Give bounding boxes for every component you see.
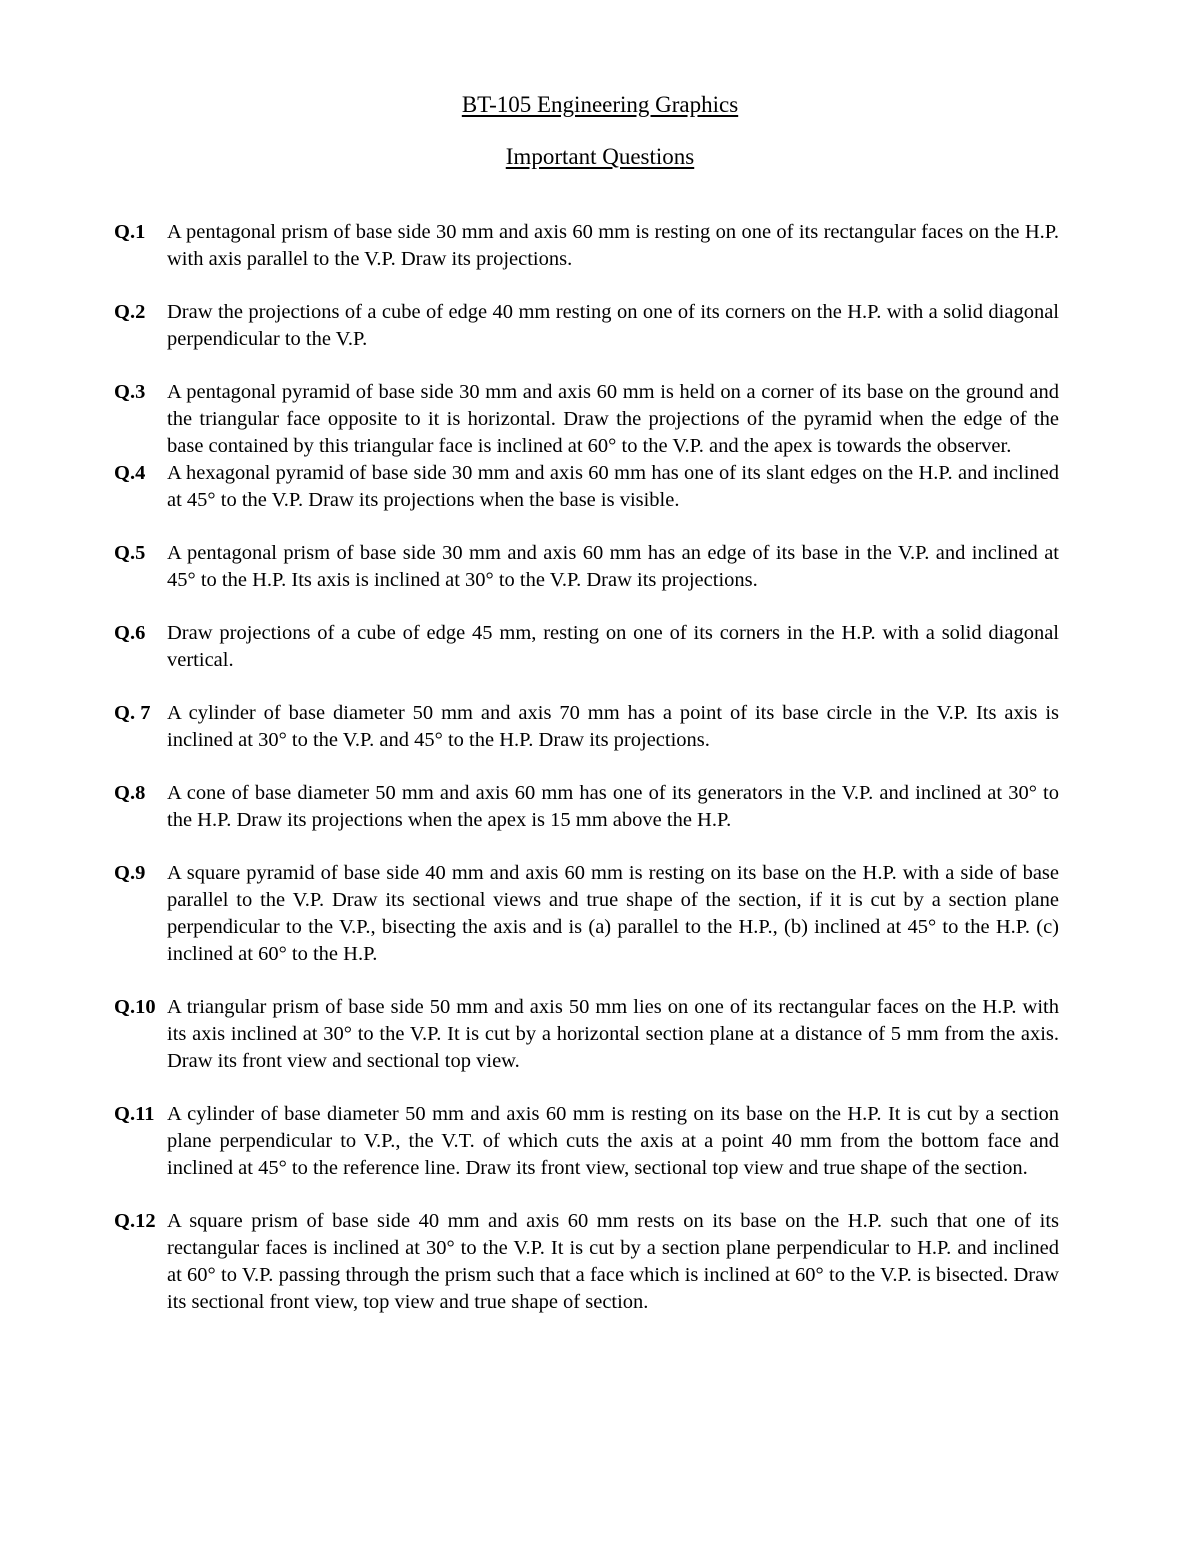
question-text: A cone of base diameter 50 mm and axis 60 mm has one of its generators in the V.P. and inclined at 30° to the H.P. Draw its projections when the apex is 15 mm above the H.P. bbox=[167, 782, 1059, 831]
question-list bbox=[114, 219, 1059, 1316]
question-11 bbox=[114, 1101, 1059, 1182]
question-text: Draw the projections of a cube of edge 40 mm resting on one of its corners on the H.P. with a solid diagonal perpendicular to the V.P. bbox=[167, 301, 1059, 350]
question-2 bbox=[114, 299, 1059, 353]
question-text: A pentagonal pyramid of base side 30 mm and axis 60 mm is held on a corner of its base on the ground and the triangular face opposite to it is horizontal. Draw the projections of the pyramid when the edge of the base contained by this triangular face is inclined at 60° to the V.P. and the apex is towards the observer. bbox=[167, 381, 1059, 457]
question-10 bbox=[114, 994, 1059, 1075]
question-text: A triangular prism of base side 50 mm and axis 50 mm lies on one of its rectangular faces on the H.P. with its axis inclined at 30° to the V.P. It is cut by a horizontal section plane at a distance of 5 mm from the axis. Draw its front view and sectional top view. bbox=[167, 996, 1059, 1072]
question-number: Q.1 bbox=[114, 221, 146, 243]
question-text: A pentagonal prism of base side 30 mm and axis 60 mm has an edge of its base in the V.P. and inclined at 45° to the H.P. Its axis is inclined at 30° to the V.P. Draw its projections. bbox=[167, 542, 1059, 591]
question-number: Q.11 bbox=[114, 1103, 155, 1125]
question-1 bbox=[114, 219, 1059, 273]
question-text: A pentagonal prism of base side 30 mm and axis 60 mm is resting on one of its rectangular faces on the H.P. with axis parallel to the V.P. Draw its projections. bbox=[167, 221, 1059, 270]
question-text: A cylinder of base diameter 50 mm and axis 70 mm has a point of its base circle in the V.P. Its axis is inclined at 30° to the V.P. and 45° to the H.P. Draw its projections. bbox=[167, 702, 1059, 751]
question-5 bbox=[114, 540, 1059, 594]
question-number: Q.10 bbox=[114, 996, 156, 1018]
question-number: Q.8 bbox=[114, 782, 146, 804]
document-title: BT-105 Engineering Graphics bbox=[461, 92, 739, 117]
question-number: Q.6 bbox=[114, 622, 146, 644]
question-number: Q.2 bbox=[114, 301, 146, 323]
question-number: Q.3 bbox=[114, 381, 146, 403]
question-number: Q.4 bbox=[114, 462, 146, 484]
question-number: Q.5 bbox=[114, 542, 146, 564]
question-9 bbox=[114, 860, 1059, 968]
question-text: A hexagonal pyramid of base side 30 mm and axis 60 mm has one of its slant edges on the H.P. and inclined at 45° to the V.P. Draw its projections when the base is visible. bbox=[167, 462, 1059, 511]
question-8 bbox=[114, 780, 1059, 834]
question-number: Q.9 bbox=[114, 862, 146, 884]
question-number: Q.12 bbox=[114, 1210, 156, 1232]
question-text: Draw projections of a cube of edge 45 mm, resting on one of its corners in the H.P. with a solid diagonal vertical. bbox=[167, 622, 1059, 671]
question-4 bbox=[114, 460, 1059, 514]
document-subtitle: Important Questions bbox=[505, 144, 695, 169]
question-text: A cylinder of base diameter 50 mm and axis 60 mm is resting on its base on the H.P. It is cut by a section plane perpendicular to V.P., the V.T. of which cuts the axis at a point 40 mm from the bottom face and inclined at 45° to the reference line. Draw its front view, sectional top view and true shape of the section. bbox=[167, 1103, 1059, 1179]
question-7 bbox=[114, 700, 1059, 754]
question-6 bbox=[114, 620, 1059, 674]
question-number: Q. 7 bbox=[114, 702, 151, 724]
question-text: A square prism of base side 40 mm and axis 60 mm rests on its base on the H.P. such that one of its rectangular faces is inclined at 30° to the V.P. It is cut by a section plane perpendicular to H.P. and inclined at 60° to V.P. passing through the prism such that a face which is inclined at 60° to the V.P. is bisected. Draw its sectional front view, top view and true shape of section. bbox=[167, 1210, 1059, 1313]
question-12 bbox=[114, 1208, 1059, 1316]
question-3 bbox=[114, 379, 1059, 460]
question-text: A square pyramid of base side 40 mm and axis 60 mm is resting on its base on the H.P. with a side of base parallel to the V.P. Draw its sectional views and true shape of the section, if it is cut by a section plane perpendicular to the V.P., bisecting the axis and is (a) parallel to the H.P., (b) inclined at 45° to the H.P. (c) inclined at 60° to the H.P. bbox=[167, 862, 1059, 965]
